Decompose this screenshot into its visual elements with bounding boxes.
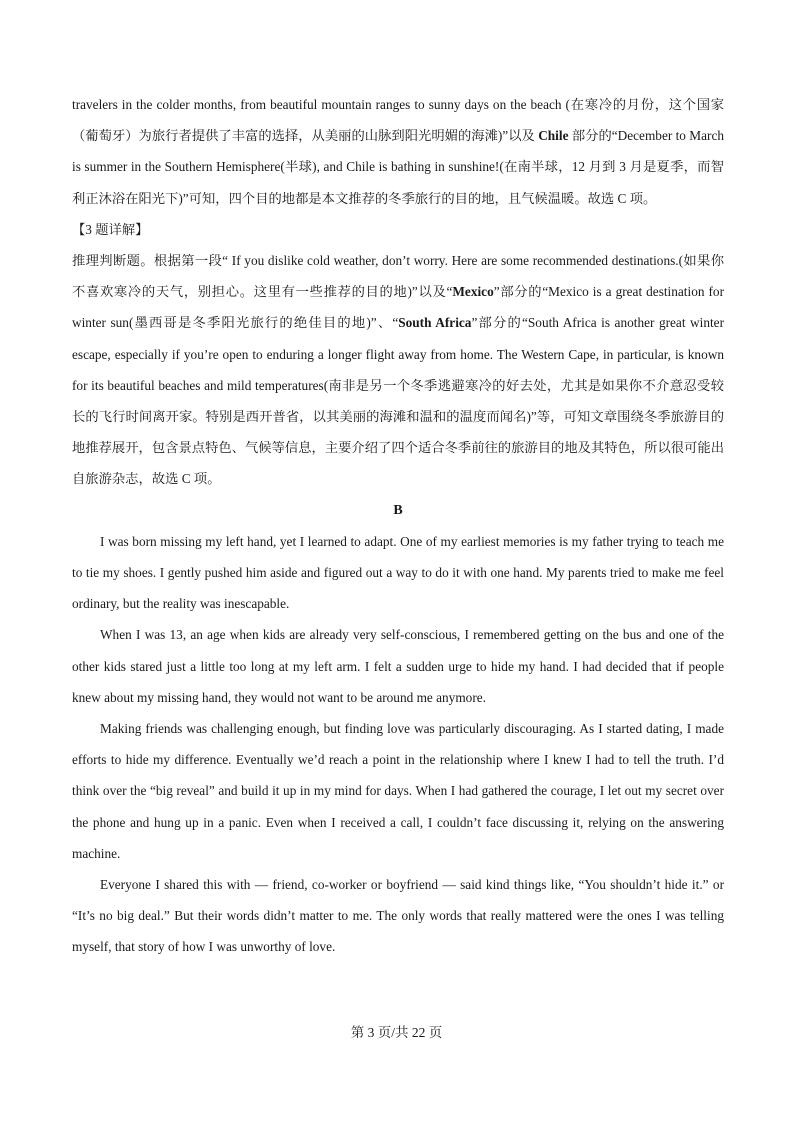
passage-paragraph: Everyone I shared this with — friend, co-worker or boyfriend — said kind things like, “You shouldn’t hide it.” or “It’s no big deal.” But their words didn’t matter to me. The only words that really mattered were the ones I was telling myself, that story of how I was unworthy of love. (72, 877, 724, 955)
section-b-label: B (393, 502, 403, 518)
bold-keyword-mexico: Mexico (452, 284, 494, 300)
page-number-footer: 第 3 页/共 22 页 (350, 1025, 443, 1040)
answer-text: ”部分的“South Africa is another great winter escape, especially if you’re open to enduring a longer flight away from home. The Western Cape, in particular, is known for its beautiful beaches and mild temperatures(南非是另一个冬季逃避寒冷的好去处，尤其是如果你不介意忍受较长的飞行时间离开家。特别是西开普省，以其美丽的海滩和温和的温度而闻名)”等，可知文章围绕冬季旅游目的地推荐展开，包含景点特色、气候等信息，主要介绍了四个适合冬季前往的旅游目的地及其特色，所以很可能出自旅游杂志，故选 C 项。 (72, 315, 724, 487)
bold-keyword-south-africa: South Africa (398, 315, 472, 331)
passage-paragraph: Making friends was challenging enough, but finding love was particularly discouraging. As I started dating, I made efforts to hide my difference. Eventually we’d reach a point in the relationship where I knew I had to tell the truth. I’d think over the “big reveal” and build it up in my mind for days. When I had gathered the courage, I let out my secret over the phone and hung up in a panic. Even when I received a call, I couldn’t face discussing it, relying on the answering machine. (72, 721, 724, 861)
passage-paragraph: When I was 13, an age when kids are already very self-conscious, I remembered getting on the bus and one of the other kids stared just a little too long at my left arm. I felt a sudden urge to hide my hand. I had decided that if people knew about my missing hand, they would not want to be around me anymore. (72, 627, 724, 705)
page-content (72, 89, 724, 963)
answer-text: ”部分的“Mexico is a great destination for winter sun(墨西哥是冬季阳光旅行的绝佳目的地)”、“ (72, 284, 725, 331)
answer-paragraph-q3 (72, 245, 724, 495)
question-3-heading: 【3 题详解】 (72, 221, 149, 237)
answer-text: 部分的“December to March is summer in the Southern Hemisphere(半球), and Chile is bathing in sunshine!(在南半球，12 月到 3 月是夏季，而智利正沐浴在阳光下)”可知，四个目的地都是本文推荐的冬季旅行的目的地，且气候温暖。故选 C 项。 (72, 128, 724, 206)
passage-paragraph: I was born missing my left hand, yet I learned to adapt. One of my earliest memories is my father trying to teach me to tie my shoes. I gently pushed him aside and figured out a way to do it with one hand. My parents tried to make me feel ordinary, but the reality was inescapable. (72, 533, 724, 612)
answer-text: 推理判断题。根据第一段“ If you dislike cold weather, don’t worry. Here are some recommended destinations.(如果你不喜欢寒冷的天气，别担心。这里有一些推荐的目的地)”以及“ (72, 253, 724, 300)
answer-text: travelers in the colder months, from beautiful mountain ranges to sunny days on the beach (在寒冷的月份，这个国家（葡萄牙）为旅行者提供了丰富的选择，从美丽的山脉到阳光明媚的海滩)”以及 (72, 97, 724, 144)
answer-paragraph-q2-end (72, 89, 724, 214)
bold-keyword-chile: Chile (538, 128, 569, 144)
